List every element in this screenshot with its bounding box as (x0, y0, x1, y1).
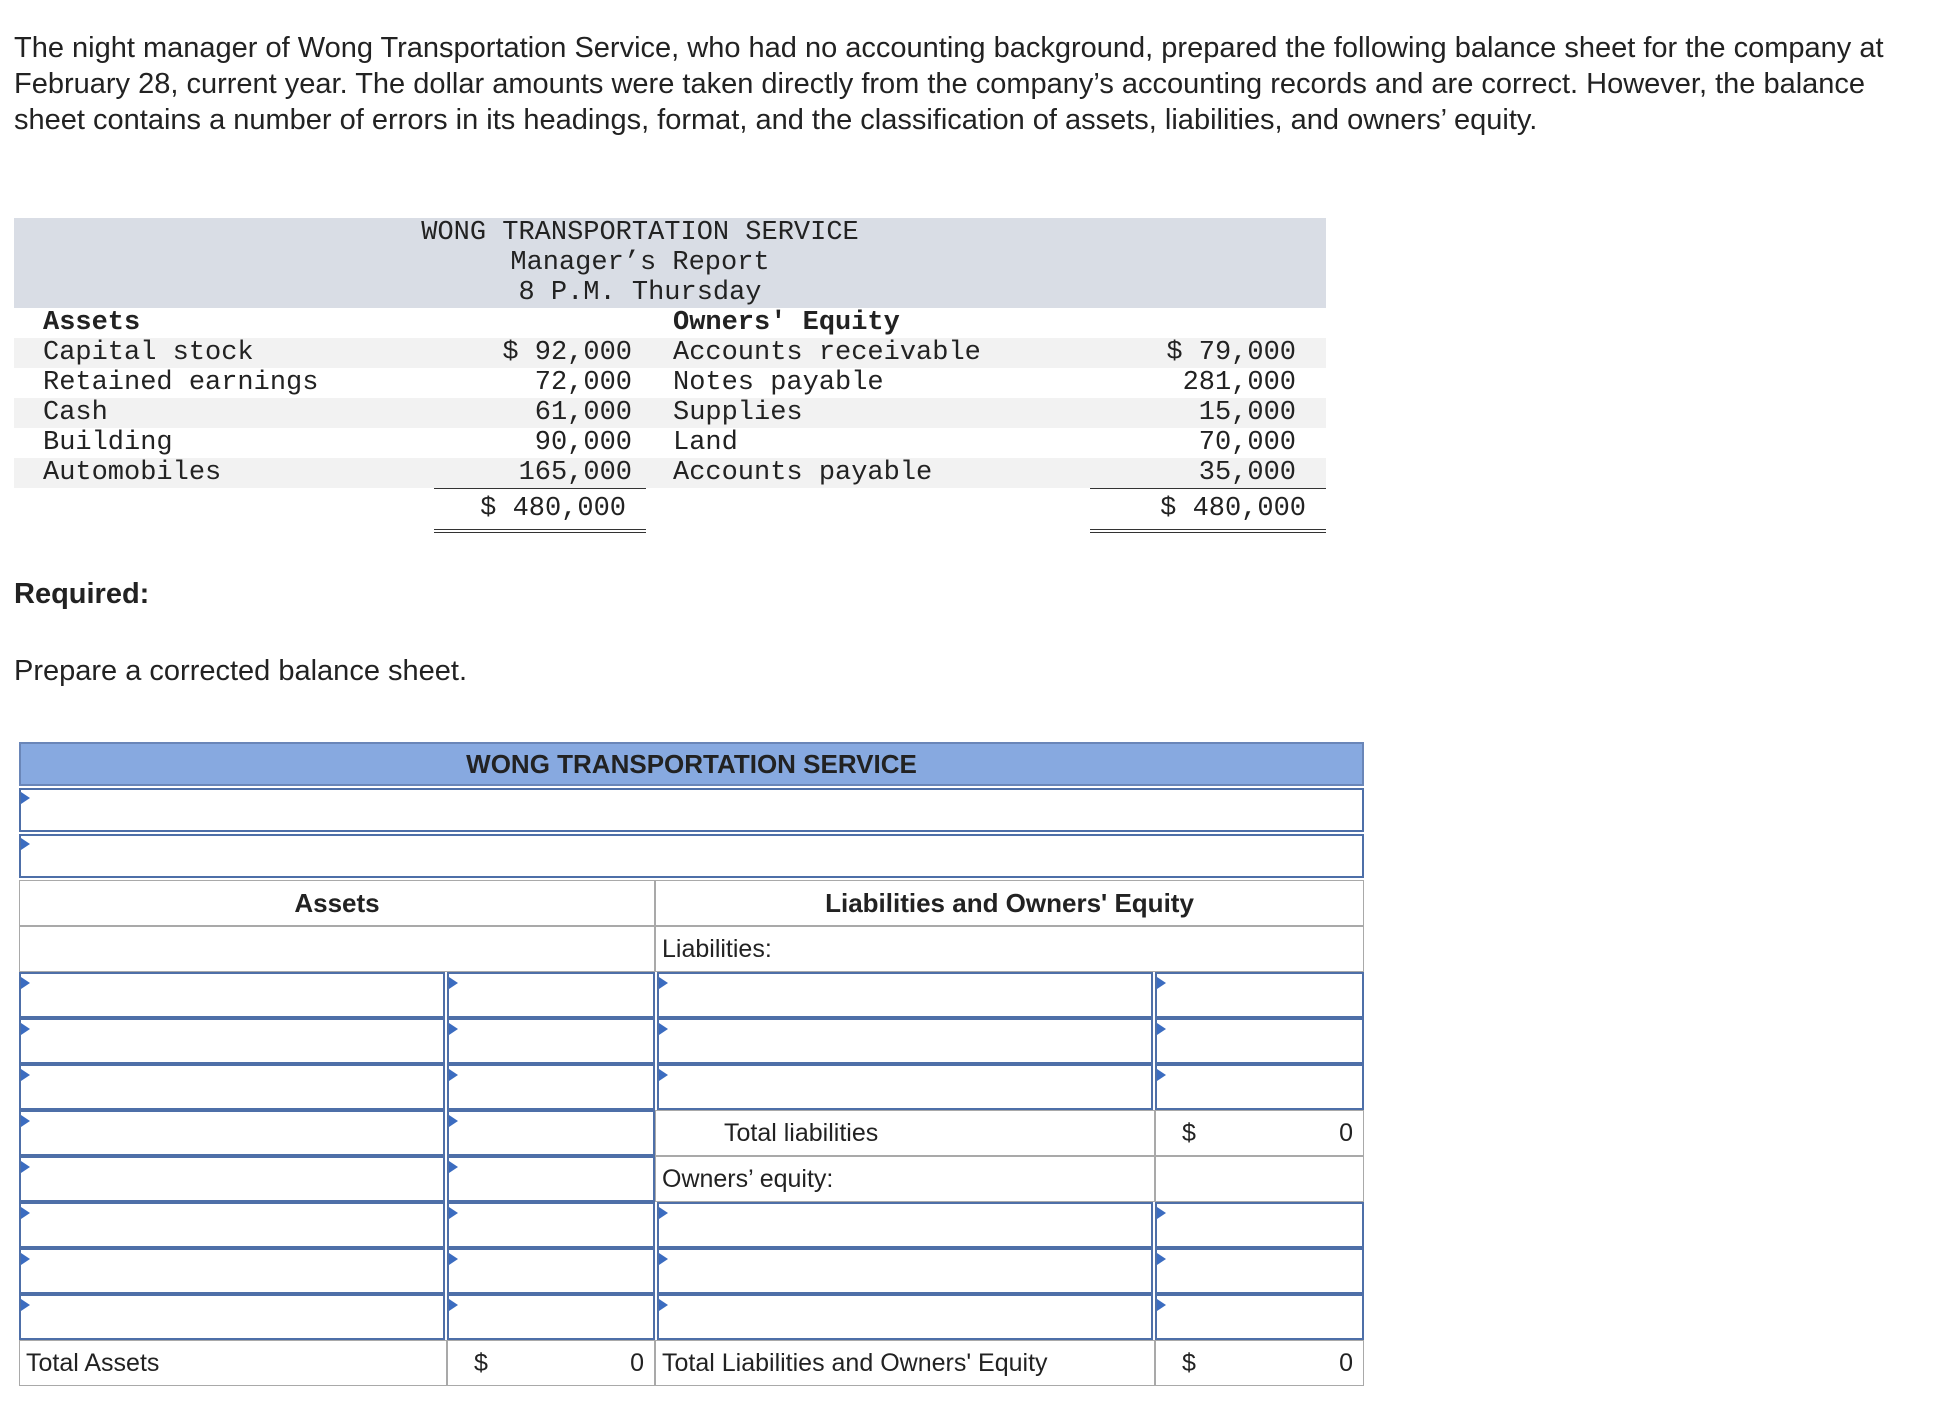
asset-amount-input[interactable] (447, 1110, 655, 1156)
report-row (14, 458, 1326, 488)
dropdown-marker-icon (449, 977, 458, 989)
currency-symbol: $ (1182, 1349, 1196, 1377)
statement-name-input[interactable] (19, 788, 1364, 832)
total-liabilities-label: Total liabilities (655, 1110, 1155, 1156)
asset-account-input[interactable] (19, 1018, 445, 1064)
blank-cell (1155, 1156, 1364, 1202)
dropdown-marker-icon (21, 977, 30, 989)
owners-equity-label: Owners’ equity: (655, 1156, 1155, 1202)
report-left-label: Automobiles (43, 458, 222, 488)
report-title-company: WONG TRANSPORTATION SERVICE (421, 218, 859, 248)
report-left-total-box (434, 488, 646, 533)
dropdown-marker-icon (449, 1299, 458, 1311)
dropdown-marker-icon (21, 1253, 30, 1265)
report-left-amount: 72,000 (534, 368, 632, 398)
dropdown-marker-icon (1157, 1069, 1166, 1081)
asset-amount-input[interactable] (447, 1064, 655, 1110)
currency-symbol: $ (474, 1349, 488, 1377)
asset-account-input[interactable] (19, 1248, 445, 1294)
asset-account-input[interactable] (19, 1064, 445, 1110)
asset-amount-input[interactable] (447, 1248, 655, 1294)
dropdown-marker-icon (1157, 1023, 1166, 1035)
total-assets-value: 0 (630, 1349, 644, 1377)
report-right-label: Notes payable (673, 368, 884, 398)
liability-amount-input[interactable] (1155, 972, 1364, 1018)
dropdown-marker-icon (449, 1069, 458, 1081)
report-right-amount: 15,000 (1198, 398, 1296, 428)
worksheet-title: WONG TRANSPORTATION SERVICE (19, 742, 1364, 786)
report-left-heading: Assets (43, 308, 141, 338)
asset-account-input[interactable] (19, 1156, 445, 1202)
asset-account-input[interactable] (19, 972, 445, 1018)
report-row (14, 398, 1326, 428)
asset-account-input[interactable] (19, 1110, 445, 1156)
dropdown-marker-icon (659, 977, 668, 989)
dropdown-marker-icon (21, 792, 30, 804)
dropdown-marker-icon (659, 1069, 668, 1081)
equity-account-input[interactable] (657, 1248, 1153, 1294)
report-left-label: Building (43, 428, 173, 458)
report-right-label: Land (673, 428, 738, 458)
total-liabilities-cell (1155, 1110, 1364, 1156)
report-header (14, 218, 1326, 308)
dropdown-marker-icon (449, 1161, 458, 1173)
asset-amount-input[interactable] (447, 972, 655, 1018)
dropdown-marker-icon (1157, 977, 1166, 989)
report-right-amount: $ 79,000 (1166, 338, 1296, 368)
report-right-amount: 35,000 (1198, 458, 1296, 488)
report-row (14, 428, 1326, 458)
total-liabilities-equity-cell (1155, 1340, 1364, 1386)
report-left-amount: $ 92,000 (502, 338, 632, 368)
report-right-total-box (1090, 488, 1326, 533)
report-left-label: Cash (43, 398, 108, 428)
report-right-label: Accounts payable (673, 458, 933, 488)
dropdown-marker-icon (21, 1069, 30, 1081)
asset-amount-input[interactable] (447, 1294, 655, 1340)
report-right-amount: 281,000 (1182, 368, 1296, 398)
dropdown-marker-icon (21, 838, 30, 850)
report-left-amount: 90,000 (534, 428, 632, 458)
total-liabilities-value: 0 (1339, 1119, 1353, 1147)
report-right-amount: 70,000 (1198, 428, 1296, 458)
dropdown-marker-icon (659, 1207, 668, 1219)
liability-account-input[interactable] (657, 1064, 1153, 1110)
liability-amount-input[interactable] (1155, 1018, 1364, 1064)
dropdown-marker-icon (659, 1299, 668, 1311)
blank-cell (19, 926, 655, 972)
balance-sheet-worksheet (19, 742, 1364, 1394)
equity-account-input[interactable] (657, 1294, 1153, 1340)
total-liabilities-equity-label: Total Liabilities and Owners' Equity (655, 1340, 1155, 1386)
report-title-name: Manager’s Report (510, 248, 770, 278)
report-right-label: Accounts receivable (673, 338, 981, 368)
report-total-row (14, 488, 1326, 532)
liability-account-input[interactable] (657, 1018, 1153, 1064)
asset-amount-input[interactable] (447, 1156, 655, 1202)
asset-amount-input[interactable] (447, 1018, 655, 1064)
asset-amount-input[interactable] (447, 1202, 655, 1248)
liability-amount-input[interactable] (1155, 1064, 1364, 1110)
intro-paragraph: The night manager of Wong Transportation Service, who had no accounting background, prepared the following balance sheet for the company at February 28, current year. The dollar amounts were taken directly from the company’s accounting records and are correct. However, the balance sheet contains a number of errors in its headings, format, and the classification of assets, liabilities, and owners’ equity. (14, 32, 1884, 136)
dropdown-marker-icon (21, 1207, 30, 1219)
equity-amount-input[interactable] (1155, 1294, 1364, 1340)
report-left-total: $ 480,000 (480, 494, 626, 524)
report-left-amount: 165,000 (518, 458, 632, 488)
total-assets-cell (447, 1340, 655, 1386)
required-label: Required: (14, 578, 150, 610)
report-left-amount: 61,000 (534, 398, 632, 428)
dropdown-marker-icon (449, 1207, 458, 1219)
asset-account-input[interactable] (19, 1202, 445, 1248)
report-right-heading: Owners' Equity (673, 308, 900, 338)
dropdown-marker-icon (21, 1299, 30, 1311)
liabilities-label: Liabilities: (655, 926, 1364, 972)
dropdown-marker-icon (1157, 1207, 1166, 1219)
dropdown-marker-icon (449, 1115, 458, 1127)
total-liabilities-equity-value: 0 (1339, 1349, 1353, 1377)
dropdown-marker-icon (21, 1115, 30, 1127)
statement-date-input[interactable] (19, 834, 1364, 878)
dropdown-marker-icon (659, 1253, 668, 1265)
dropdown-marker-icon (1157, 1253, 1166, 1265)
report-title-date: 8 P.M. Thursday (518, 278, 762, 308)
dropdown-marker-icon (21, 1023, 30, 1035)
equity-amount-input[interactable] (1155, 1202, 1364, 1248)
equity-account-input[interactable] (657, 1202, 1153, 1248)
total-assets-label: Total Assets (19, 1340, 447, 1386)
dropdown-marker-icon (21, 1161, 30, 1173)
currency-symbol: $ (1182, 1119, 1196, 1147)
dropdown-marker-icon (1157, 1299, 1166, 1311)
equity-amount-input[interactable] (1155, 1248, 1364, 1294)
report-right-total: $ 480,000 (1160, 494, 1306, 524)
report-row (14, 368, 1326, 398)
instruction-text: Prepare a corrected balance sheet. (14, 655, 467, 687)
dropdown-marker-icon (449, 1023, 458, 1035)
report-left-label: Capital stock (43, 338, 254, 368)
asset-account-input[interactable] (19, 1294, 445, 1340)
report-right-label: Supplies (673, 398, 803, 428)
liability-account-input[interactable] (657, 972, 1153, 1018)
liabilities-equity-header: Liabilities and Owners' Equity (655, 880, 1364, 926)
report-left-label: Retained earnings (43, 368, 319, 398)
dropdown-marker-icon (659, 1023, 668, 1035)
dropdown-marker-icon (449, 1253, 458, 1265)
assets-header: Assets (19, 880, 655, 926)
report-heading-row (14, 308, 1326, 338)
managers-report (14, 218, 1326, 532)
report-row (14, 338, 1326, 368)
